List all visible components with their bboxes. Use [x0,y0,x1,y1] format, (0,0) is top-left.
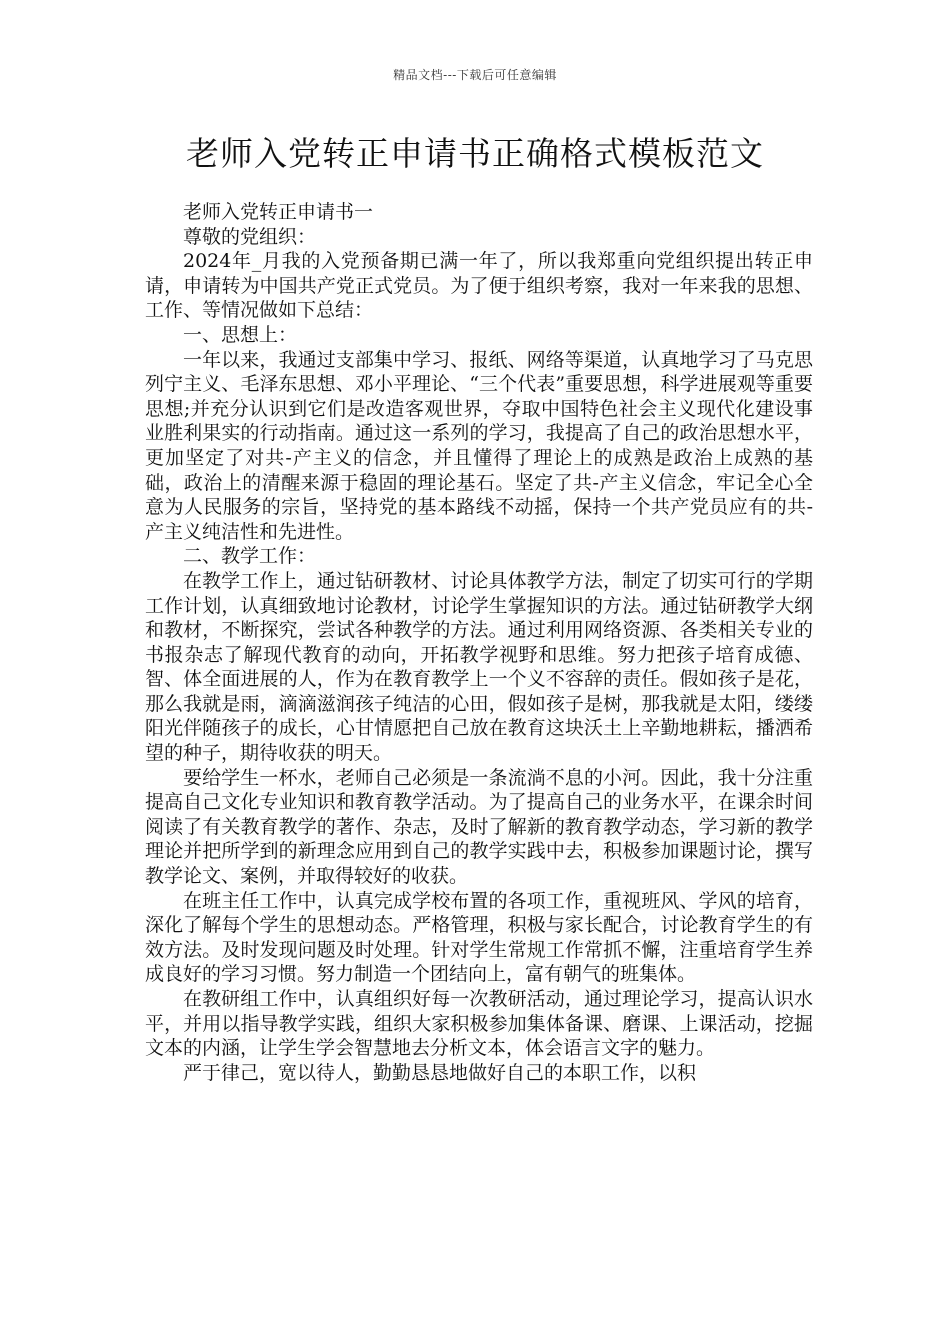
document-title: 老师入党转正申请书正确格式模板范文 [186,134,764,173]
paragraph-self-discipline: 严于律己，宽以待人，勤勤恳恳地做好自己的本职工作，以积 [183,1061,697,1084]
subheading-teaching: 二、教学工作： [183,545,317,568]
salutation: 尊敬的党组织： [183,225,317,248]
document-body [145,200,813,1085]
paragraph-research-group: 在教研组工作中，认真组织好每一次教研活动，通过理论学习，提高认识水平，并用以指导教学实践，组织大家积极参加集体备课、磨课、上课活动，挖掘文本的内涵，让学生学会智慧地去分析文本，体会语言文字的魅力。 [145,988,813,1060]
section-heading: 老师入党转正申请书一 [183,201,374,223]
header-note: 精品文档---下载后可任意编辑 [393,68,557,82]
paragraph-self-study: 要给学生一杯水，老师自己必须是一条流淌不息的小河。因此，我十分注重提高自己文化专业知识和教育教学活动。为了提高自己的业务水平，在课余时间阅读了有关教育教学的著作、杂志，及时了解新的教育教学动态，学习新的教学理论并把所学到的新理念应用到自己的教学实践中去，积极参加课题讨论，撰写教学论文、案例，并取得较好的收获。 [145,766,813,888]
paragraph-class-teacher: 在班主任工作中，认真完成学校布置的各项工作，重视班风、学风的培育，深化了解每个学生的思想动态。严格管理，积极与家长配合，讨论教育学生的有效方法。及时发现问题及时处理。针对学生常规工作常抓不懈，注重培育学生养成良好的学习习惯。努力制造一个团结向上，富有朝气的班集体。 [145,889,813,986]
subheading-thought: 一、思想上： [183,323,298,346]
intro-paragraph: 2024年_月我的入党预备期已满一年了，所以我郑重向党组织提出转正申请，申请转为中国共产党正式党员。为了便于组织考察，我对一年来我的思想、工作、等情况做如下总结： [145,250,813,322]
paragraph-teaching: 在教学工作上，通过钻研教材、讨论具体教学方法，制定了切实可行的学期工作计划，认真细致地讨论教材，讨论学生掌握知识的方法。通过钻研教学大纲和教材，不断探究，尝试各种教学的方法。通过利用网络资源、各类相关专业的书报杂志了解现代教育的动向，开拓教学视野和思维。努力把孩子培育成德、智、体全面进展的人，作为在教育教学上一个义不容辞的责任。假如孩子是花，那么我就是雨，滴滴滋润孩子纯洁的心田，假如孩子是树，那我就是太阳，缕缕阳光伴随孩子的成长，心甘情愿把自己放在教育这块沃土上辛勤地耕耘，播洒希望的种子，期待收获的明天。 [145,569,813,765]
paragraph-thought: 一年以来，我通过支部集中学习、报纸、网络等渠道，认真地学习了马克思列宁主义、毛泽东思想、邓小平理论、“三个代表”重要思想，科学进展观等重要思想;并充分认识到它们是改造客观世界，夺取中国特色社会主义现代化建设事业胜利果实的行动指南。通过这一系列的学习，我提高了自己的政治思想水平，更加坚定了对共-产主义的信念，并且懂得了理论上的成熟是政治上成熟的基础，政治上的清醒来源于稳固的理论基石。坚定了共-产主义信念，牢记全心全意为人民服务的宗旨，坚持党的基本路线不动摇，保持一个共产党员应有的共-产主义纯洁性和先进性。 [145,348,813,543]
